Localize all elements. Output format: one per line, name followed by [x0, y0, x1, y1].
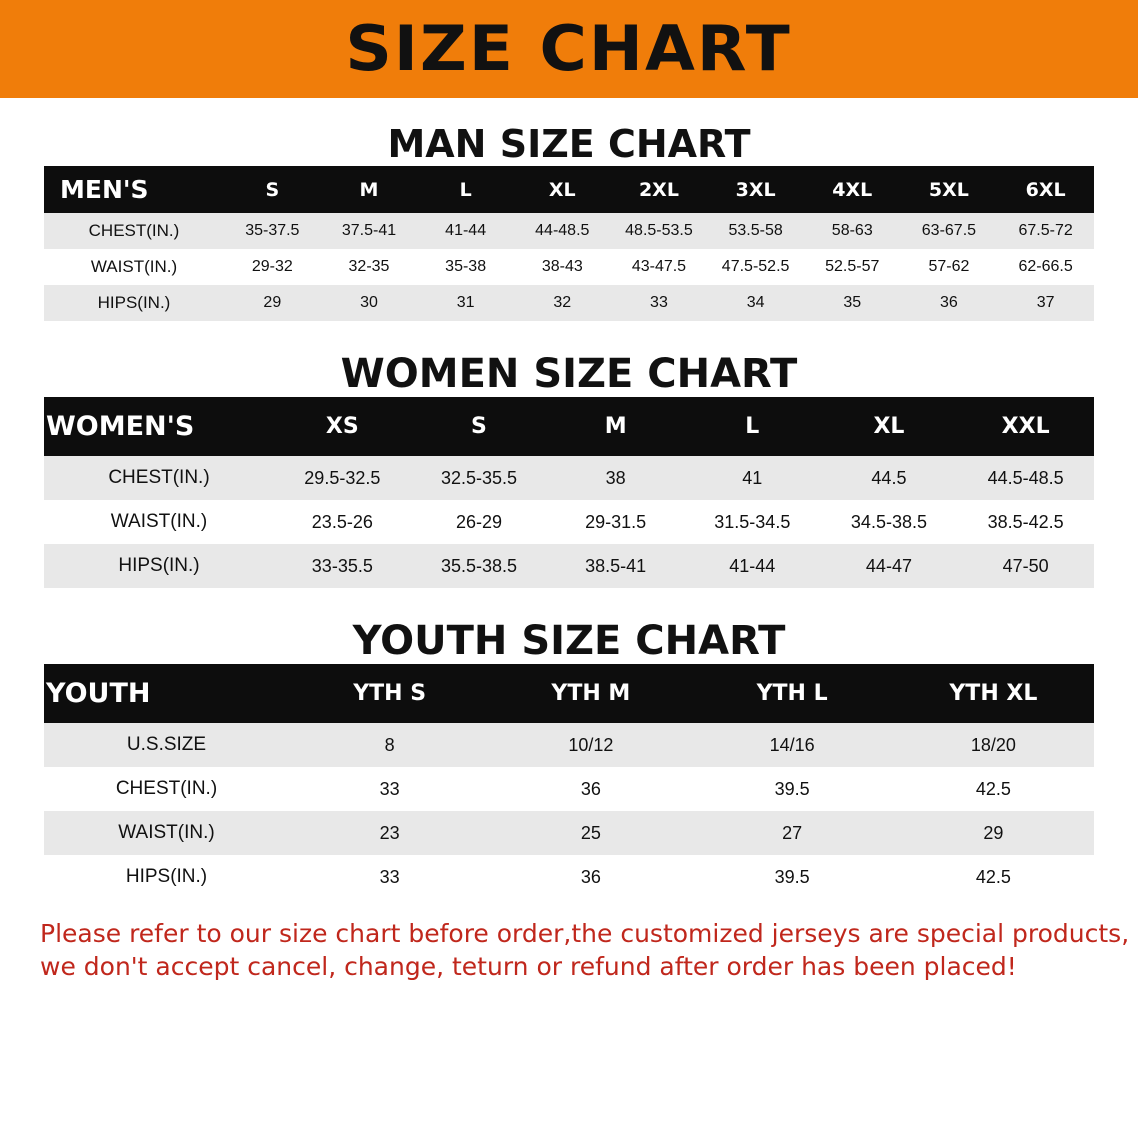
column-header: S [224, 166, 321, 213]
man-size-table [44, 166, 1094, 321]
table-cell: 41 [684, 456, 821, 500]
women-size-table [44, 397, 1094, 588]
table-cell: 37 [997, 285, 1094, 321]
row-label: HIPS(IN.) [44, 544, 274, 588]
table-cell: 37.5-41 [321, 213, 418, 249]
table-cell: 29-32 [224, 249, 321, 285]
table-cell: 52.5-57 [804, 249, 901, 285]
disclaimer-line-1: Please refer to our size chart before order,the customized jerseys are special products, [40, 919, 1130, 948]
table-cell: 48.5-53.5 [611, 213, 708, 249]
table-cell: 33 [611, 285, 708, 321]
column-header: 6XL [997, 166, 1094, 213]
column-header: XL [821, 397, 958, 456]
women-table-wrap [0, 397, 1138, 588]
youth-size-table [44, 664, 1094, 899]
table-cell: 18/20 [893, 723, 1094, 767]
table-cell: 38-43 [514, 249, 611, 285]
women-table-body [44, 456, 1094, 588]
table-cell: 36 [901, 285, 998, 321]
table-header-row [44, 397, 1094, 456]
youth-table-body [44, 723, 1094, 899]
table-cell: 42.5 [893, 855, 1094, 899]
table-cell: 35-37.5 [224, 213, 321, 249]
table-row [44, 811, 1094, 855]
page-title: SIZE CHART [345, 12, 793, 85]
table-cell: 58-63 [804, 213, 901, 249]
table-cell: 32 [514, 285, 611, 321]
column-header: 5XL [901, 166, 998, 213]
table-cell: 10/12 [490, 723, 691, 767]
row-label: HIPS(IN.) [44, 855, 289, 899]
youth-table-wrap [0, 664, 1138, 899]
row-label: CHEST(IN.) [44, 213, 224, 249]
table-cell: 38 [547, 456, 684, 500]
table-row [44, 213, 1094, 249]
table-cell: 31 [417, 285, 514, 321]
table-cell: 34 [707, 285, 804, 321]
column-header: YTH S [289, 664, 490, 723]
women-table-head [44, 397, 1094, 456]
man-section-title: MAN SIZE CHART [387, 122, 751, 166]
table-cell: 23 [289, 811, 490, 855]
column-header: YTH M [490, 664, 691, 723]
man-table-wrap [0, 166, 1138, 321]
table-cell: 35-38 [417, 249, 514, 285]
table-cell: 47-50 [957, 544, 1094, 588]
table-header-row [44, 664, 1094, 723]
table-cell: 29-31.5 [547, 500, 684, 544]
table-cell: 53.5-58 [707, 213, 804, 249]
table-cell: 36 [490, 767, 691, 811]
table-cell: 41-44 [684, 544, 821, 588]
table-cell: 33 [289, 855, 490, 899]
row-header-title: WOMEN'S [44, 397, 274, 456]
table-cell: 38.5-41 [547, 544, 684, 588]
row-label: U.S.SIZE [44, 723, 289, 767]
disclaimer-note [40, 917, 1130, 983]
table-row [44, 544, 1094, 588]
column-header: 2XL [611, 166, 708, 213]
table-cell: 57-62 [901, 249, 998, 285]
column-header: M [547, 397, 684, 456]
table-cell: 8 [289, 723, 490, 767]
table-cell: 44-48.5 [514, 213, 611, 249]
banner [0, 0, 1138, 98]
disclaimer-line-2: we don't accept cancel, change, teturn or refund after order has been placed! [40, 952, 1017, 981]
table-row [44, 723, 1094, 767]
table-cell: 35 [804, 285, 901, 321]
table-cell: 29 [224, 285, 321, 321]
column-header: 3XL [707, 166, 804, 213]
table-cell: 32.5-35.5 [411, 456, 548, 500]
column-header: 4XL [804, 166, 901, 213]
table-cell: 39.5 [692, 855, 893, 899]
table-cell: 27 [692, 811, 893, 855]
table-cell: 43-47.5 [611, 249, 708, 285]
column-header: S [411, 397, 548, 456]
table-row [44, 767, 1094, 811]
table-cell: 67.5-72 [997, 213, 1094, 249]
column-header: YTH XL [893, 664, 1094, 723]
table-row [44, 249, 1094, 285]
table-row [44, 855, 1094, 899]
table-cell: 44.5 [821, 456, 958, 500]
table-cell: 33-35.5 [274, 544, 411, 588]
women-section-title: WOMEN SIZE CHART [340, 351, 798, 397]
table-cell: 29 [893, 811, 1094, 855]
table-cell: 32-35 [321, 249, 418, 285]
column-header: XS [274, 397, 411, 456]
man-table-head [44, 166, 1094, 213]
table-cell: 41-44 [417, 213, 514, 249]
table-header-row [44, 166, 1094, 213]
column-header: L [417, 166, 514, 213]
table-cell: 36 [490, 855, 691, 899]
row-label: WAIST(IN.) [44, 500, 274, 544]
table-cell: 26-29 [411, 500, 548, 544]
youth-table-head [44, 664, 1094, 723]
table-row [44, 500, 1094, 544]
table-cell: 44-47 [821, 544, 958, 588]
row-header-title: MEN'S [44, 166, 224, 213]
table-cell: 63-67.5 [901, 213, 998, 249]
table-cell: 47.5-52.5 [707, 249, 804, 285]
table-cell: 33 [289, 767, 490, 811]
table-cell: 42.5 [893, 767, 1094, 811]
table-cell: 23.5-26 [274, 500, 411, 544]
column-header: XL [514, 166, 611, 213]
column-header: M [321, 166, 418, 213]
table-row [44, 285, 1094, 321]
table-cell: 35.5-38.5 [411, 544, 548, 588]
man-table-body [44, 213, 1094, 321]
column-header: L [684, 397, 821, 456]
table-cell: 38.5-42.5 [957, 500, 1094, 544]
row-label: WAIST(IN.) [44, 249, 224, 285]
table-cell: 29.5-32.5 [274, 456, 411, 500]
table-cell: 14/16 [692, 723, 893, 767]
row-label: HIPS(IN.) [44, 285, 224, 321]
table-cell: 44.5-48.5 [957, 456, 1094, 500]
table-cell: 34.5-38.5 [821, 500, 958, 544]
row-label: CHEST(IN.) [44, 456, 274, 500]
table-cell: 39.5 [692, 767, 893, 811]
table-cell: 62-66.5 [997, 249, 1094, 285]
row-header-title: YOUTH [44, 664, 289, 723]
row-label: CHEST(IN.) [44, 767, 289, 811]
youth-section-title: YOUTH SIZE CHART [352, 618, 786, 664]
table-row [44, 456, 1094, 500]
table-cell: 30 [321, 285, 418, 321]
table-cell: 31.5-34.5 [684, 500, 821, 544]
table-cell: 25 [490, 811, 691, 855]
column-header: YTH L [692, 664, 893, 723]
column-header: XXL [957, 397, 1094, 456]
row-label: WAIST(IN.) [44, 811, 289, 855]
